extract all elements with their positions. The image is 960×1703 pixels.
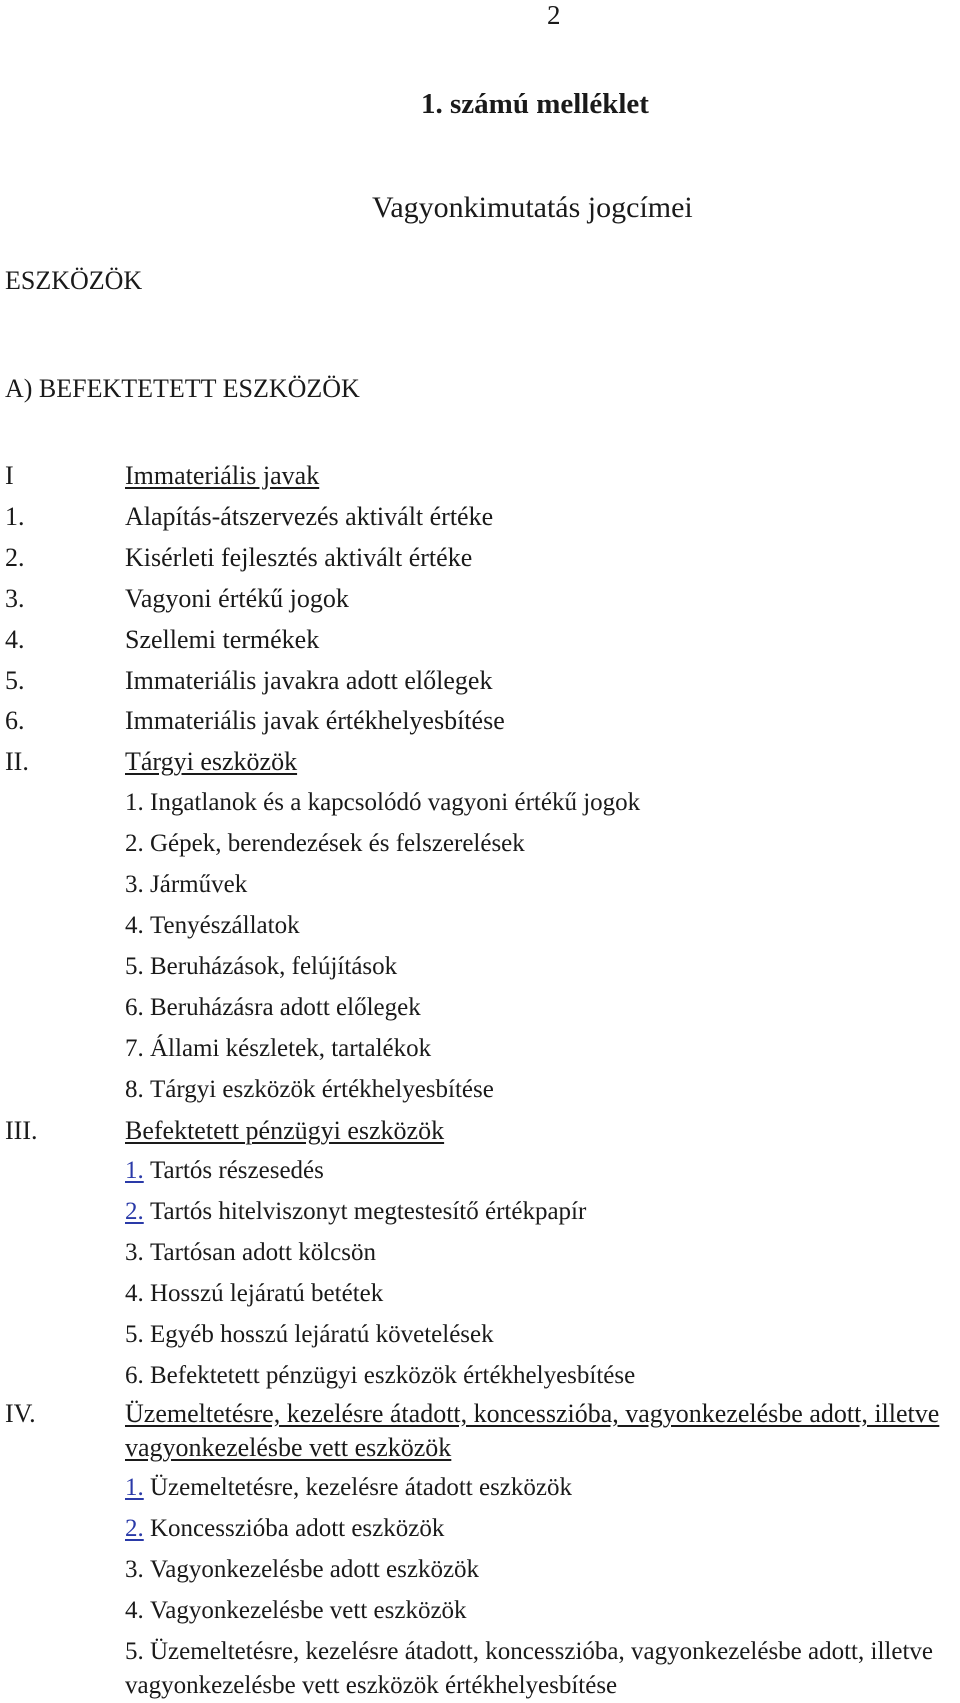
list-item [0,1151,960,1192]
list-item [0,988,960,1029]
list-item [0,824,960,865]
item-number: 6. [125,1361,144,1389]
list-item [0,1591,960,1632]
item-text: Tartós részesedés [150,1157,324,1185]
category-title: Tárgyi eszközök [125,747,298,777]
list-item [0,1192,960,1233]
item-number: 5. [125,952,144,980]
list-item [0,701,960,742]
item-text: Tartós hitelviszonyt megtestesítő értékpapír [150,1198,587,1226]
category-title: Immateriális javak [125,461,320,490]
category-number: III. [5,1115,38,1145]
category-number: I [5,461,14,490]
asset-list [0,456,960,1703]
category-row [0,456,960,497]
item-number: 4. [5,624,25,654]
list-item [0,1029,960,1070]
list-item [0,783,960,824]
annex-title: 1. számú melléklet [421,88,649,120]
list-item [0,1468,960,1509]
item-text: Vagyonkezelésbe vett eszközök [150,1596,467,1624]
item-text: Alapítás-átszervezés aktivált értéke [125,501,494,531]
document-title: Vagyonkimutatás jogcímei [372,191,693,224]
item-number: 2. [125,830,144,858]
list-item [0,1509,960,1550]
item-text: Beruházásra adott előlegek [150,993,421,1021]
item-text: Befektetett pénzügyi eszközök értékhelyesbítése [150,1361,636,1389]
list-item [0,906,960,947]
item-number: 6. [125,993,144,1021]
category-number: II. [5,747,29,777]
category-row [0,1397,960,1468]
list-item [0,865,960,906]
item-text: Járművek [150,871,248,899]
item-text: Gépek, berendezések és felszerelések [150,830,525,858]
item-number: 4. [125,1280,144,1308]
item-text: Koncesszióba adott eszközök [150,1514,445,1542]
item-text: Hosszú lejáratú betétek [150,1280,384,1308]
item-text: Ingatlanok és a kapcsolódó vagyoni értékű jogok [150,789,641,817]
item-number: 3. [5,583,25,613]
category-title: Üzemeltetésre, kezelésre átadott, koncesszióba, vagyonkezelésbe adott, illetve vagyonkezelésbe vett eszközök [125,1398,940,1462]
item-number: 2. [5,542,25,572]
item-text: Beruházások, felújítások [150,952,398,980]
item-text: Immateriális javak értékhelyesbítése [125,706,505,736]
item-text-wrapped [125,1635,960,1703]
item-number-link[interactable]: 1. [125,1157,144,1185]
item-number: 5. [5,665,25,695]
category-title: Befektetett pénzügyi eszközök [125,1115,445,1145]
list-item [0,1274,960,1315]
list-item [0,661,960,702]
list-item [0,538,960,579]
item-text: Üzemeltetésre, kezelésre átadott, koncesszióba, vagyonkezelésbe adott, illetve vagyonkezelésbe vett eszközök értékhelyesbítése [125,1638,933,1700]
item-text: Egyéb hosszú lejáratú követelések [150,1321,494,1349]
item-number: 5. [125,1321,144,1349]
item-text: Szellemi termékek [125,624,320,654]
item-number: 7. [125,1034,144,1062]
item-number-link[interactable]: 2. [125,1198,144,1226]
item-number: 3. [125,1555,144,1583]
item-number: 4. [125,911,144,939]
item-text: Vagyonkezelésbe adott eszközök [150,1555,480,1583]
item-number: 3. [125,1239,144,1267]
list-item [0,1550,960,1591]
list-item [0,947,960,988]
item-text: Tartósan adott kölcsön [150,1239,376,1267]
assets-heading: ESZKÖZÖK [5,266,143,295]
item-number: 3. [125,871,144,899]
item-number: 8. [125,1075,144,1103]
item-number: 5. [125,1638,144,1666]
list-item [0,1356,960,1397]
list-item [0,579,960,620]
item-number: 1. [125,789,144,817]
item-text: Üzemeltetésre, kezelésre átadott eszközök [150,1473,572,1501]
category-row [0,742,960,783]
item-text: Tenyészállatok [150,911,300,939]
item-text: Immateriális javakra adott előlegek [125,665,493,695]
item-number: 4. [125,1596,144,1624]
list-item [0,1631,960,1703]
category-number: IV. [5,1398,36,1428]
item-number-link[interactable]: 2. [125,1514,144,1542]
item-number-link[interactable]: 1. [125,1473,144,1501]
category-row [0,1111,960,1152]
item-number: 1. [5,501,25,531]
item-text: Vagyoni értékű jogok [125,583,349,613]
item-text: Állami készletek, tartalékok [150,1034,432,1062]
item-text: Tárgyi eszközök értékhelyesbítése [150,1075,494,1103]
list-item [0,1315,960,1356]
list-item [0,497,960,538]
item-text: Kisérleti fejlesztés aktivált értéke [125,542,473,572]
section-a-heading: A) BEFEKTETETT ESZKÖZÖK [5,374,360,403]
list-item [0,620,960,661]
list-item [0,1233,960,1274]
item-number: 6. [5,706,25,736]
list-item [0,1070,960,1111]
page-number: 2 [547,0,561,30]
